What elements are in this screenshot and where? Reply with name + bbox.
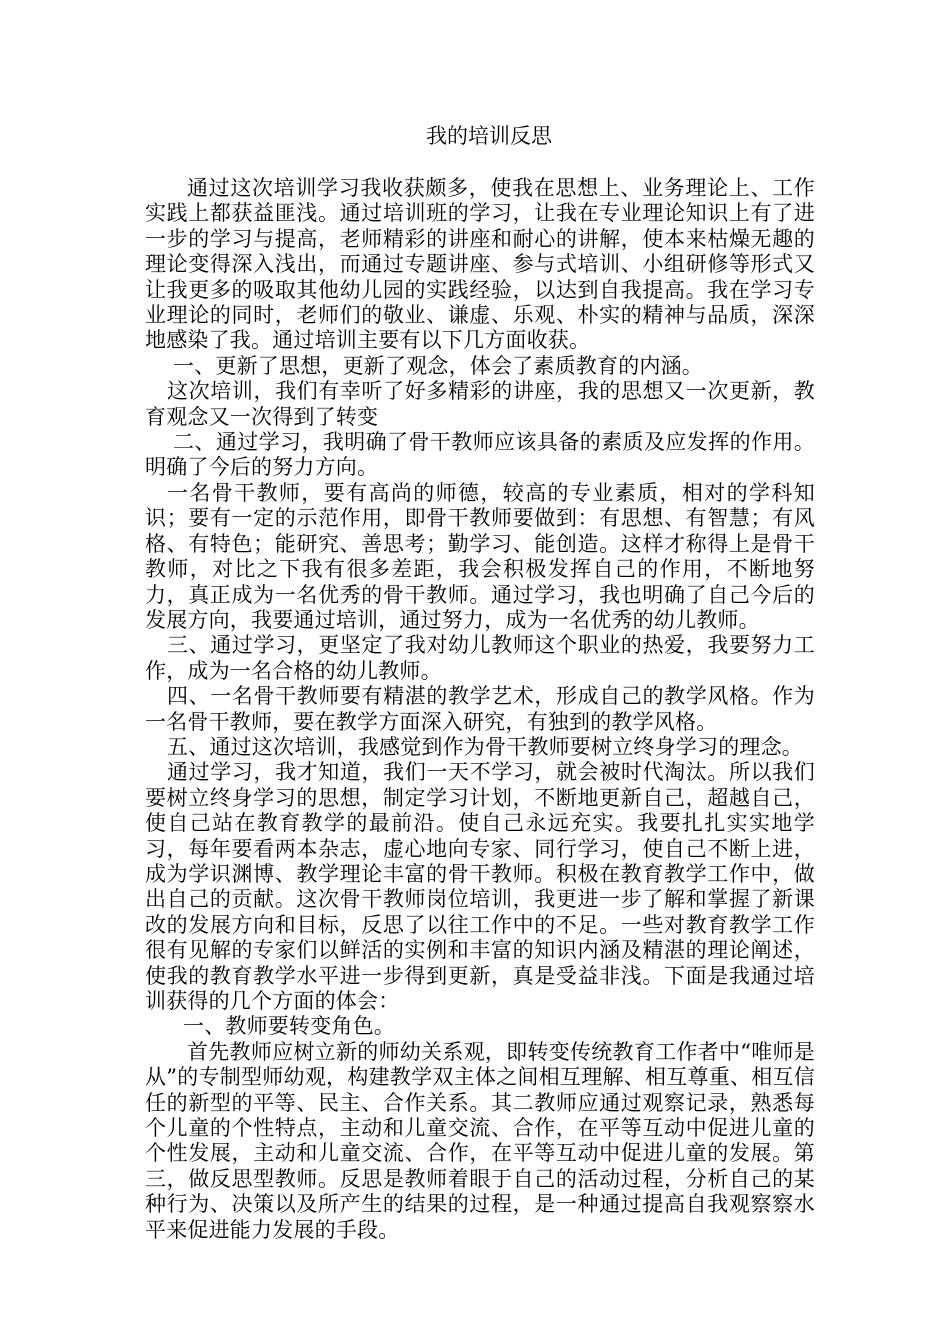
heading-5: 五、通过这次培训，我感觉到作为骨干教师要树立终身学习的理念。 [167, 734, 803, 759]
heading-1: 一、更新了思想，更新了观念，体会了素质教育的内涵。 [173, 353, 703, 378]
heading-3: 三、通过学习，更坚定了我对幼儿教师这个职业的热爱，我要努力工作，成为一名合格的幼儿教师。 [145, 633, 815, 683]
heading-4: 四、一名骨干教师要有精湛的教学艺术，形成自己的教学风格。作为一名骨干教师，要在教学方面深入研究，有独到的教学风格。 [145, 684, 815, 734]
document-page [145, 118, 815, 1243]
document-title: 我的培训反思 [426, 124, 552, 148]
paragraph-2: 一名骨干教师，要有高尚的师德，较高的专业素质，相对的学科知识；要有一定的示范作用，即骨干教师要做到：有思想、有智慧；有风格、有特色；能研究、善思考；勤学习、能创造。这样才称得上是骨干教师，对比之下我有很多差距，我会积极发挥自己的作用，不断地努力，真正成为一名优秀的骨干教师。通过学习，我也明确了自己今后的发展方向，我要通过培训，通过努力，成为一名优秀的幼儿教师。 [145, 480, 815, 632]
document-body [145, 176, 815, 1243]
paragraph-role: 首先教师应树立新的师幼关系观，即转变传统教育工作者中“唯师是从”的专制型师幼观，构建教学双主体之间相互理解、相互尊重、相互信任的新型的平等、民主、合作关系。其二教师应通过观察记录，熟悉每个儿童的个性特点，主动和儿童交流、合作，在平等互动中促进儿童的个性发展，主动和儿童交流、合作，在平等互动中促进儿童的发展。第三，做反思型教师。反思是教师着眼于自己的活动过程，分析自己的某种行为、决策以及所产生的结果的过程，是一种通过提高自我观察察水平来促进能力发展的手段。 [145, 1039, 815, 1242]
heading-2: 二、通过学习，我明确了骨干教师应该具备的素质及应发挥的作用。明确了今后的努力方向。 [145, 430, 815, 480]
subheading-1: 一、教师要转变角色。 [183, 1014, 395, 1039]
paragraph-1: 这次培训，我们有幸听了好多精彩的讲座，我的思想又一次更新，教育观念又一次得到了转变 [145, 379, 815, 429]
paragraph-intro: 通过这次培训学习我收获颇多，使我在思想上、业务理论上、工作实践上都获益匪浅。通过培训班的学习，让我在专业理论知识上有了进一步的学习与提高，老师精彩的讲座和耐心的讲解，使本来枯燥无趣的理论变得深入浅出，而通过专题讲座、参与式培训、小组研修等形式又让我更多的吸取其他幼儿园的实践经验，以达到自我提高。我在学习专业理论的同时，老师们的敬业、谦虚、乐观、朴实的精神与品质，深深地感染了我。通过培训主要有以下几方面收获。 [145, 176, 815, 353]
paragraph-5: 通过学习，我才知道，我们一天不学习，就会被时代淘汰。所以我们要树立终身学习的思想，制定学习计划，不断地更新自己，超越自己，使自己站在教育教学的最前沿。使自己永远充实。我要扎扎实实地学习，每年要看两本杂志，虚心地向专家、同行学习，使自己不断上进，成为学识渊博、教学理论丰富的骨干教师。积极在教育教学工作中，做出自己的贡献。这次骨干教师岗位培训，我更进一步了解和掌握了新课改的发展方向和目标，反思了以往工作中的不足。一些对教育教学工作很有见解的专家们以鲜活的实例和丰富的知识内涵及精湛的理论阐述，使我的教育教学水平进一步得到更新，真是受益非浅。下面是我通过培训获得的几个方面的体会： [145, 760, 815, 1013]
